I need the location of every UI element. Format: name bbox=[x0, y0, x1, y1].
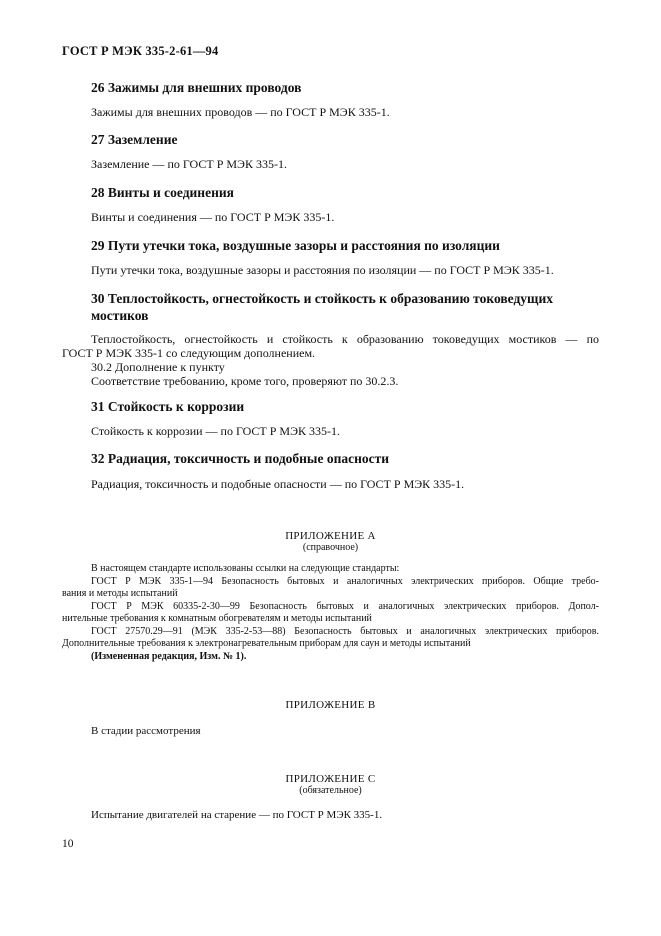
page-number: 10 bbox=[62, 838, 74, 850]
section-30-text-line1: Теплостойкость, огнестойкость и стойкость к образованию токоведущих мостиков — по bbox=[91, 332, 599, 346]
section-27-title: 27 Заземление bbox=[91, 132, 178, 147]
document-header: ГОСТ Р МЭК 335-2-61—94 bbox=[62, 44, 219, 58]
reference-1-line1: ГОСТ Р МЭК 335-1—94 Безопасность бытовых и аналогичных электрических приборов. Общие требо- bbox=[91, 575, 599, 587]
section-29-title: 29 Пути утечки тока, воздушные зазоры и расстояния по изоляции bbox=[91, 238, 500, 253]
appendix-a-references bbox=[62, 563, 599, 663]
appendix-b-text: В стадии рассмотрения bbox=[91, 725, 201, 737]
section-26-title: 26 Зажимы для внешних проводов bbox=[91, 80, 302, 95]
section-30-text-line2: ГОСТ Р МЭК 335-1 со следующим дополнением. bbox=[62, 346, 316, 360]
section-32-text: Радиация, токсичность и подобные опасности — по ГОСТ Р МЭК 335-1. bbox=[91, 477, 465, 491]
reference-3-line2: Дополнительные требования к электронагревательным приборам для саун и методы испытаний bbox=[62, 638, 471, 649]
section-28-title: 28 Винты и соединения bbox=[91, 185, 234, 200]
section-26-text: Зажимы для внешних проводов — по ГОСТ Р МЭК 335-1. bbox=[91, 105, 390, 119]
appendix-b-heading bbox=[0, 699, 661, 711]
amendment-note: (Измененная редакция, Изм. № 1). bbox=[91, 650, 247, 662]
section-30-title: 30 Теплостойкость, огнестойкость и стойкость к образованию токоведущих мостиков bbox=[91, 291, 553, 323]
appendix-a-subtitle: (справочное) bbox=[302, 542, 359, 553]
section-29-text: Пути утечки тока, воздушные зазоры и расстояния по изоляции — по ГОСТ Р МЭК 335-1. bbox=[91, 263, 554, 277]
appendix-b-title: ПРИЛОЖЕНИЕ В bbox=[285, 699, 376, 711]
reference-1-line2: вания и методы испытаний bbox=[62, 588, 178, 599]
section-30-text bbox=[62, 332, 599, 388]
reference-2-line2: нительные требования к комнатным обогревателям и методы испытаний bbox=[62, 613, 372, 624]
section-31-title: 31 Стойкость к коррозии bbox=[91, 399, 245, 414]
appendix-a-title: ПРИЛОЖЕНИЕ А bbox=[285, 530, 376, 542]
section-27-text: Заземление — по ГОСТ Р МЭК 335-1. bbox=[91, 157, 287, 171]
section-28-text: Винты и соединения — по ГОСТ Р МЭК 335-1. bbox=[91, 210, 335, 224]
appendix-c-text: Испытание двигателей на старение — по ГОСТ Р МЭК 335-1. bbox=[91, 809, 383, 821]
appendix-c-title: ПРИЛОЖЕНИЕ С bbox=[285, 773, 376, 785]
section-31-text: Стойкость к коррозии — по ГОСТ Р МЭК 335-1. bbox=[91, 424, 341, 438]
section-32-title: 32 Радиация, токсичность и подобные опасности bbox=[91, 451, 390, 466]
appendix-c-heading bbox=[0, 773, 661, 796]
appendix-a-intro: В настоящем стандарте использованы ссылки на следующие стандарты: bbox=[91, 563, 400, 574]
appendix-a-heading bbox=[0, 530, 661, 553]
appendix-c-subtitle: (обязательное) bbox=[299, 785, 362, 796]
section-30-subclause: 30.2 Дополнение к пункту bbox=[91, 360, 225, 374]
reference-3-line1: ГОСТ 27570.29—91 (МЭК 335-2-53—88) Безопасность бытовых и аналогичных электрических приборов. bbox=[91, 625, 599, 637]
reference-2-line1: ГОСТ Р МЭК 60335-2-30—99 Безопасность бытовых и аналогичных электрических приборов. Допол- bbox=[91, 600, 599, 612]
section-30-subclause-text: Соответствие требованию, кроме того, проверяют по 30.2.3. bbox=[91, 374, 399, 388]
